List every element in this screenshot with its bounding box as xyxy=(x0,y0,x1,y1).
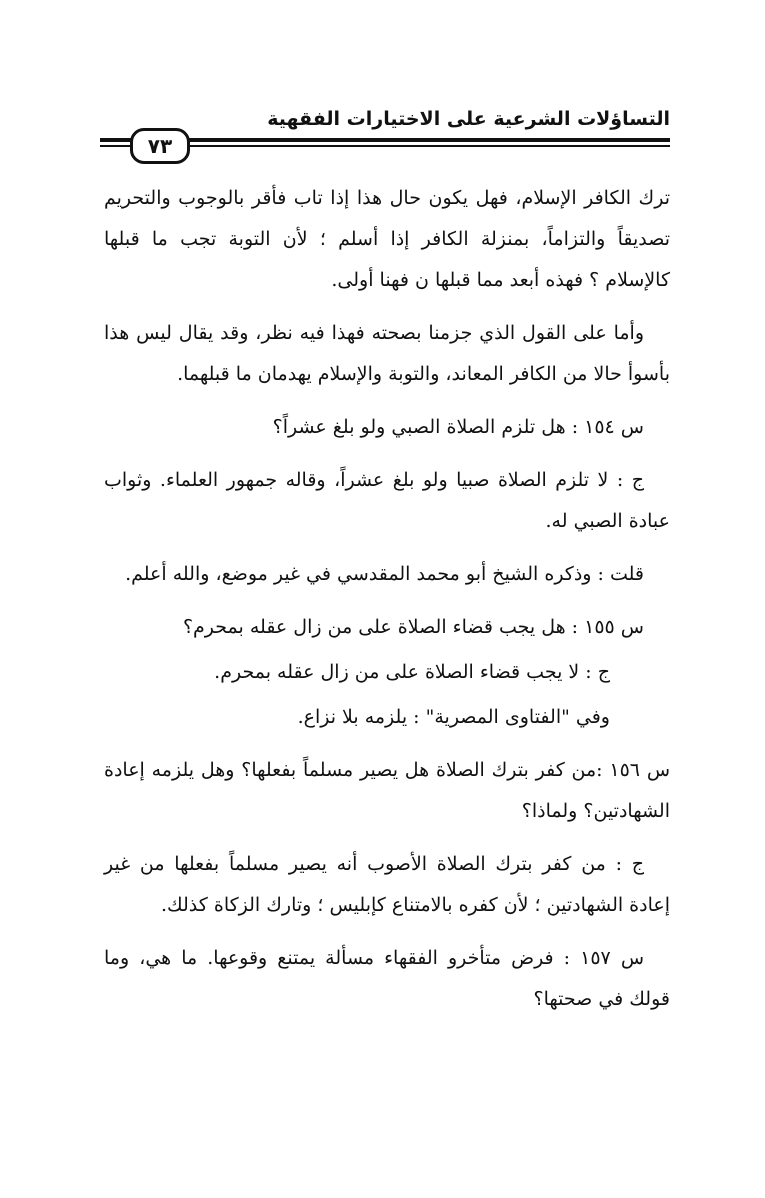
note-154: قلت : وذكره الشيخ أبو محمد المقدسي في غير موضع، والله أعلم. xyxy=(125,563,644,585)
page-number: ٧٣ xyxy=(130,128,190,164)
running-title: التساؤلات الشرعية على الاختيارات الفقهية xyxy=(267,108,670,130)
page-header xyxy=(100,108,670,158)
answer-156: ج : من كفر بترك الصلاة الأصوب أنه يصير مسلماً بفعلها من غير إعادة الشهادتين ؛ لأن كفره بالامتناع كإبليس ؛ وتارك الزكاة كذلك. xyxy=(104,853,670,916)
page-body xyxy=(104,178,670,1032)
answer-154: ج : لا تلزم الصلاة صبيا ولو بلغ عشراً، وقاله جمهور العلماء. وثواب عبادة الصبي له. xyxy=(104,469,670,532)
answer-155: ج : لا يجب قضاء الصلاة على من زال عقله بمحرم. xyxy=(214,661,610,683)
paragraph-continuation: ترك الكافر الإسلام، فهل يكون حال هذا إذا تاب فأقر بالوجوب والتحريم تصديقاً والتزاماً، بمنزلة الكافر إذا أسلم ؛ لأن التوبة تجب ما قبلها كالإسلام ؟ فهذه أبعد مما قبلها ن فهنا أولى. xyxy=(104,187,670,291)
paragraph-commentary: وأما على القول الذي جزمنا بصحته فهذا فيه نظر، وقد يقال ليس هذا بأسوأ حالا من الكافر المعاند، والتوبة والإسلام يهدمان ما قبلهما. xyxy=(104,322,670,385)
note-155: وفي "الفتاوى المصرية" : يلزمه بلا نزاع. xyxy=(297,706,610,728)
question-154: س ١٥٤ : هل تلزم الصلاة الصبي ولو بلغ عشراً؟ xyxy=(272,416,644,438)
question-157: س ١٥٧ : فرض متأخرو الفقهاء مسألة يمتنع وقوعها. ما هي، وما قولك في صحتها؟ xyxy=(104,947,670,1010)
question-156: س ١٥٦ :من كفر بترك الصلاة هل يصير مسلماً بفعلها؟ وهل يلزمه إعادة الشهادتين؟ ولماذا؟ xyxy=(104,759,671,822)
question-155: س ١٥٥ : هل يجب قضاء الصلاة على من زال عقله بمحرم؟ xyxy=(182,616,644,638)
